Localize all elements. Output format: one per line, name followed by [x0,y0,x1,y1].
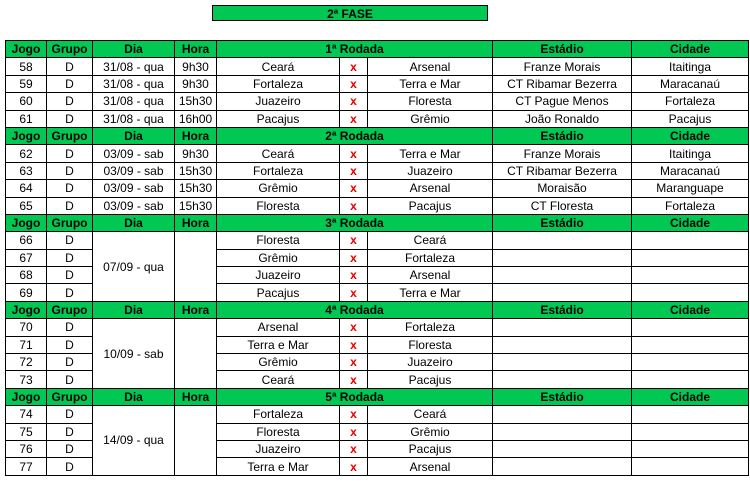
game-group: D [47,110,93,127]
stadium: João Ronaldo [493,110,632,127]
game-time: 15h30 [175,180,217,197]
game-number: 67 [6,249,47,266]
city: Fortaleza [632,197,749,214]
away-team: Pacajus [368,371,493,388]
versus-mark: x [340,406,368,423]
home-team: Pacajus [217,284,340,301]
stadium [493,458,632,475]
game-number: 77 [6,458,47,475]
city [632,284,749,301]
table-row [6,406,749,423]
game-group: D [47,93,93,110]
header-dia: Dia [93,388,175,405]
city [632,319,749,336]
round-header-row [6,127,749,144]
versus-mark: x [340,336,368,353]
header-grupo: Grupo [47,127,93,144]
game-number: 66 [6,232,47,249]
header-jogo: Jogo [6,388,47,405]
away-team: Terra e Mar [368,284,493,301]
game-number: 75 [6,423,47,440]
versus-mark: x [340,58,368,75]
game-group: D [47,58,93,75]
city: Maranguape [632,180,749,197]
city [632,371,749,388]
game-group: D [47,371,93,388]
versus-mark: x [340,423,368,440]
round-label: 5ª Rodada [217,388,493,405]
header-estadio: Estádio [493,41,632,58]
home-team: Juazeiro [217,267,340,284]
city [632,406,749,423]
header-dia: Dia [93,301,175,318]
city [632,267,749,284]
away-team: Arsenal [368,267,493,284]
table-row [6,232,749,249]
game-number: 61 [6,110,47,127]
schedule-table [5,40,749,476]
header-hora: Hora [175,127,217,144]
versus-mark: x [340,440,368,457]
versus-mark: x [340,232,368,249]
away-team: Floresta [368,336,493,353]
versus-mark: x [340,284,368,301]
home-team: Terra e Mar [217,336,340,353]
game-number: 64 [6,180,47,197]
versus-mark: x [340,180,368,197]
header-grupo: Grupo [47,301,93,318]
game-number: 70 [6,319,47,336]
home-team: Ceará [217,58,340,75]
game-group: D [47,319,93,336]
stadium [493,440,632,457]
game-day: 31/08 - qua [93,93,175,110]
game-time: 16h00 [175,110,217,127]
header-hora: Hora [175,214,217,231]
home-team: Juazeiro [217,93,340,110]
home-team: Floresta [217,197,340,214]
table-row [6,93,749,110]
home-team: Fortaleza [217,75,340,92]
header-dia: Dia [93,127,175,144]
home-team: Juazeiro [217,440,340,457]
game-day: 31/08 - qua [93,58,175,75]
versus-mark: x [340,354,368,371]
round-header-row [6,214,749,231]
game-number: 76 [6,440,47,457]
round-label: 4ª Rodada [217,301,493,318]
header-estadio: Estádio [493,127,632,144]
stadium: CT Ribamar Bezerra [493,162,632,179]
round-header-row [6,388,749,405]
away-team: Arsenal [368,458,493,475]
game-time: 9h30 [175,58,217,75]
round-date: 10/09 - sab [93,319,175,389]
away-team: Ceará [368,232,493,249]
away-team: Fortaleza [368,249,493,266]
home-team: Fortaleza [217,406,340,423]
game-time: 15h30 [175,93,217,110]
city [632,249,749,266]
round-label: 3ª Rodada [217,214,493,231]
game-group: D [47,406,93,423]
header-estadio: Estádio [493,214,632,231]
game-time: 15h30 [175,197,217,214]
game-number: 68 [6,267,47,284]
versus-mark: x [340,249,368,266]
game-number: 69 [6,284,47,301]
versus-mark: x [340,267,368,284]
game-day: 03/09 - sab [93,162,175,179]
stadium: Franze Morais [493,145,632,162]
game-group: D [47,354,93,371]
round-label: 2ª Rodada [217,127,493,144]
stadium [493,371,632,388]
round-time-empty [175,406,217,476]
stadium [493,232,632,249]
game-group: D [47,162,93,179]
home-team: Terra e Mar [217,458,340,475]
stadium [493,284,632,301]
game-number: 62 [6,145,47,162]
game-day: 03/09 - sab [93,197,175,214]
stadium [493,249,632,266]
round-date: 14/09 - qua [93,406,175,476]
game-day: 31/08 - qua [93,75,175,92]
game-group: D [47,232,93,249]
city: Maracanaú [632,162,749,179]
header-dia: Dia [93,214,175,231]
city [632,458,749,475]
header-cidade: Cidade [632,41,749,58]
table-row [6,180,749,197]
table-row [6,319,749,336]
away-team: Pacajus [368,440,493,457]
game-group: D [47,284,93,301]
table-row [6,58,749,75]
stadium [493,406,632,423]
game-number: 63 [6,162,47,179]
away-team: Juazeiro [368,354,493,371]
game-group: D [47,440,93,457]
stadium [493,319,632,336]
city [632,354,749,371]
stadium: CT Floresta [493,197,632,214]
round-label: 1ª Rodada [217,41,493,58]
city [632,232,749,249]
stadium: Franze Morais [493,58,632,75]
header-jogo: Jogo [6,127,47,144]
versus-mark: x [340,162,368,179]
stadium: CT Pague Menos [493,93,632,110]
home-team: Arsenal [217,319,340,336]
stadium [493,267,632,284]
away-team: Ceará [368,406,493,423]
header-dia: Dia [93,41,175,58]
away-team: Arsenal [368,180,493,197]
home-team: Grêmio [217,180,340,197]
versus-mark: x [340,110,368,127]
round-date: 07/09 - qua [93,232,175,302]
home-team: Floresta [217,423,340,440]
game-group: D [47,249,93,266]
stadium [493,336,632,353]
game-number: 60 [6,93,47,110]
home-team: Grêmio [217,354,340,371]
city: Pacajus [632,110,749,127]
header-cidade: Cidade [632,388,749,405]
city: Maracanaú [632,75,749,92]
game-day: 03/09 - sab [93,145,175,162]
game-group: D [47,75,93,92]
header-cidade: Cidade [632,214,749,231]
city [632,440,749,457]
home-team: Ceará [217,145,340,162]
versus-mark: x [340,145,368,162]
game-group: D [47,336,93,353]
game-number: 71 [6,336,47,353]
header-hora: Hora [175,388,217,405]
table-row [6,162,749,179]
header-jogo: Jogo [6,214,47,231]
header-hora: Hora [175,41,217,58]
away-team: Floresta [368,93,493,110]
phase-title: 2ª FASE [212,5,488,21]
versus-mark: x [340,75,368,92]
versus-mark: x [340,371,368,388]
game-group: D [47,145,93,162]
versus-mark: x [340,197,368,214]
game-number: 73 [6,371,47,388]
table-row [6,145,749,162]
city [632,423,749,440]
table-row [6,110,749,127]
game-number: 72 [6,354,47,371]
versus-mark: x [340,93,368,110]
away-team: Terra e Mar [368,75,493,92]
stadium: Moraisão [493,180,632,197]
header-estadio: Estádio [493,301,632,318]
away-team: Pacajus [368,197,493,214]
away-team: Juazeiro [368,162,493,179]
away-team: Grêmio [368,110,493,127]
header-grupo: Grupo [47,41,93,58]
header-hora: Hora [175,301,217,318]
game-number: 59 [6,75,47,92]
away-team: Terra e Mar [368,145,493,162]
header-jogo: Jogo [6,41,47,58]
game-day: 31/08 - qua [93,110,175,127]
game-time: 9h30 [175,145,217,162]
round-time-empty [175,319,217,389]
header-estadio: Estádio [493,388,632,405]
header-jogo: Jogo [6,301,47,318]
city [632,336,749,353]
versus-mark: x [340,319,368,336]
city: Itaitinga [632,145,749,162]
game-time: 15h30 [175,162,217,179]
stadium [493,423,632,440]
city: Itaitinga [632,58,749,75]
stadium [493,354,632,371]
round-header-row [6,41,749,58]
game-group: D [47,197,93,214]
away-team: Arsenal [368,58,493,75]
stadium: CT Ribamar Bezerra [493,75,632,92]
table-row [6,197,749,214]
away-team: Fortaleza [368,319,493,336]
game-day: 03/09 - sab [93,180,175,197]
city: Fortaleza [632,93,749,110]
game-group: D [47,458,93,475]
header-cidade: Cidade [632,127,749,144]
header-grupo: Grupo [47,214,93,231]
game-group: D [47,180,93,197]
game-number: 74 [6,406,47,423]
header-grupo: Grupo [47,388,93,405]
header-cidade: Cidade [632,301,749,318]
round-time-empty [175,232,217,302]
game-group: D [47,267,93,284]
table-row [6,75,749,92]
away-team: Grêmio [368,423,493,440]
game-time: 9h30 [175,75,217,92]
home-team: Fortaleza [217,162,340,179]
home-team: Grêmio [217,249,340,266]
home-team: Floresta [217,232,340,249]
game-group: D [47,423,93,440]
round-header-row [6,301,749,318]
game-number: 58 [6,58,47,75]
home-team: Pacajus [217,110,340,127]
versus-mark: x [340,458,368,475]
home-team: Ceará [217,371,340,388]
game-number: 65 [6,197,47,214]
